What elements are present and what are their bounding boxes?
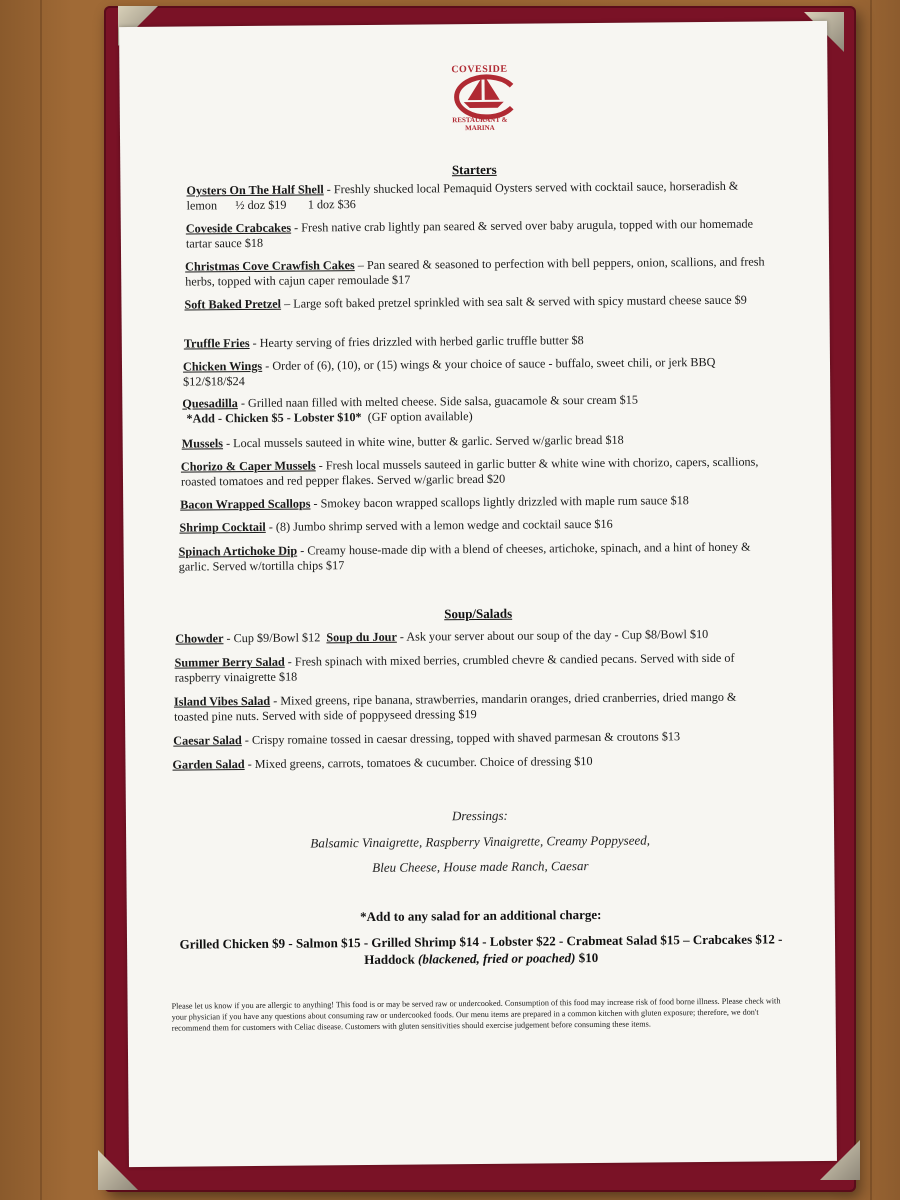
item-name: Christmas Cove Crawfish Cakes [185,258,355,274]
dressings-heading: Dressings: [451,807,508,824]
logo-subtitle: RESTAURANT & MARINA [452,115,508,133]
allergy-disclaimer: Please let us know if you are allergic to anything! This food is or may be served raw or undercooked. Consumption of this food may increase risk of food borne illness. Please check with your physician if you have any questions about consuming raw or undercooked foods. Our menu items are prepared in a common kitchen with gluten exposure; therefore, we don't recommend them for customers with Celiac disease. Customers with gluten sensitivities should exercise judgement before consuming these items. [171,996,781,1033]
logo-name: COVESIDE [451,63,508,76]
addons-list [167,930,795,969]
wood-grain [40,0,42,1200]
item-name: Soft Baked Pretzel [184,296,282,312]
item-desc: - Fresh spinach with mixed berries, crumbled chevre & candied pecans. Served with side of raspberry vinaigrette $18 [174,650,735,685]
item-name: Island Vibes Salad [173,693,271,709]
item-desc: - Mixed greens, carrots, tomatoes & cucumber. Choice of dressing $10 [244,754,593,772]
menu-item [179,515,774,535]
menu-item [174,689,774,723]
item-desc: - Crispy romaine tossed in caesar dressing, topped with shaved parmesan & croutons $13 [241,729,681,748]
menu-page [119,21,837,1167]
item-desc: - Ask your server about our soup of the day - Cup $8/Bowl $10 [396,626,709,644]
item-name: Summer Berry Salad [174,654,285,670]
item-desc: - Hearty serving of fries drizzled with herbed garlic truffle butter $8 [249,333,584,350]
menu-item [182,391,772,425]
sailboat-logo-icon [441,72,517,121]
item-desc: – Pan seared & seasoned to perfection with bell peppers, onion, scallions, and fresh herbs, topped with cajun caper remoulade $17 [185,254,765,289]
addons-heading: *Add to any salad for an additional charge: [360,906,602,925]
item-name: Chicken Wings [182,358,263,374]
dressings-line: Bleu Cheese, House made Ranch, Caesar [372,858,589,875]
menu-item [175,626,785,646]
menu-item [180,492,775,512]
dressings-line: Balsamic Vinaigrette, Raspberry Vinaigrette, Creamy Poppyseed, [310,832,651,851]
item-desc: - Fresh native crab lightly pan seared & served over baby arugula, topped with our homemade tartar sauce $18 [185,216,754,251]
menu-item [186,178,766,212]
quesadilla-addons: *Add - Chicken $5 - Lobster $10* [186,409,362,426]
menu-item [182,431,772,451]
haddock-note: (blackened, fried or poached) [417,950,576,967]
item-name: Spinach Artichoke Dip [178,543,298,559]
item-name: Garden Salad [172,757,245,772]
menu-item [184,331,774,351]
item-name: Coveside Crabcakes [185,220,292,236]
item-desc: - Grilled naan filled with melted cheese. Side salsa, guacamole & sour cream $15 [237,392,638,411]
item-desc: - Cup $9/Bowl $12 [223,630,327,646]
item-name: Caesar Salad [173,733,242,748]
item-desc: - Local mussels sauteed in white wine, butter & garlic. Served w/garlic bread $18 [222,432,624,451]
menu-item [181,454,776,488]
menu-item [173,728,783,748]
item-name: Chowder [175,631,224,646]
menu-item [172,752,782,772]
menu-item [175,650,775,684]
soup-salads-heading: Soup/Salads [444,605,513,622]
item-desc: - Order of (6), (10), or (15) wings & your choice of sauce - buffalo, sweet chili, or jerk BBQ $12/$18/$24 [183,354,716,389]
gf-note: (GF option available) [361,408,473,424]
haddock-price: $10 [575,949,599,966]
menu-item [186,216,766,250]
item-name: Soup du Jour [326,629,397,645]
item-name: Mussels [181,436,224,451]
coveside-logo [439,64,520,155]
starters-heading: Starters [451,161,497,178]
item-name: Shrimp Cocktail [179,519,266,535]
menu-item [179,539,779,573]
item-name: Truffle Fries [183,335,250,351]
item-desc: - Smokey bacon wrapped scallops lightly drizzled with maple rum sauce $18 [310,493,689,511]
item-desc: – Large soft baked pretzel sprinkled with sea salt & served with spicy mustard cheese sauce $9 [280,292,747,311]
addons-text: Grilled Chicken $9 - Salmon $15 - Grilled Shrimp $14 - Lobster $22 - Crabmeat Salad $15 – Crabcakes $12 - Haddock [179,931,783,968]
item-name: Quesadilla [182,396,238,411]
menu-item [183,354,773,388]
item-desc: - Mixed greens, ripe banana, strawberries, mandarin oranges, dried cranberries, dried mango & toasted pine nuts. Served with side of poppyseed dressing $19 [173,689,737,724]
item-desc: - Creamy house-made dip with a blend of cheeses, artichoke, spinach, and a hint of honey & garlic. Served w/tortilla chips $17 [178,539,751,574]
menu-item [184,292,774,312]
item-desc: - (8) Jumbo shrimp served with a lemon wedge and cocktail sauce $16 [265,516,613,534]
wood-grain [870,0,872,1200]
item-desc: - Freshly shucked local Pemaquid Oysters served with cocktail sauce, horseradish & lemon ½ doz $19 1 doz $36 [186,178,742,213]
item-name: Oysters On The Half Shell [186,182,324,198]
item-name: Bacon Wrapped Scallops [180,496,311,512]
item-desc: - Fresh local mussels sauteed in garlic butter & white wine with chorizo, capers, scallions, roasted tomatoes and red pepper flakes. Served w/garlic bread $20 [180,454,759,489]
item-name: Chorizo & Caper Mussels [180,458,316,474]
menu-item [185,254,775,288]
